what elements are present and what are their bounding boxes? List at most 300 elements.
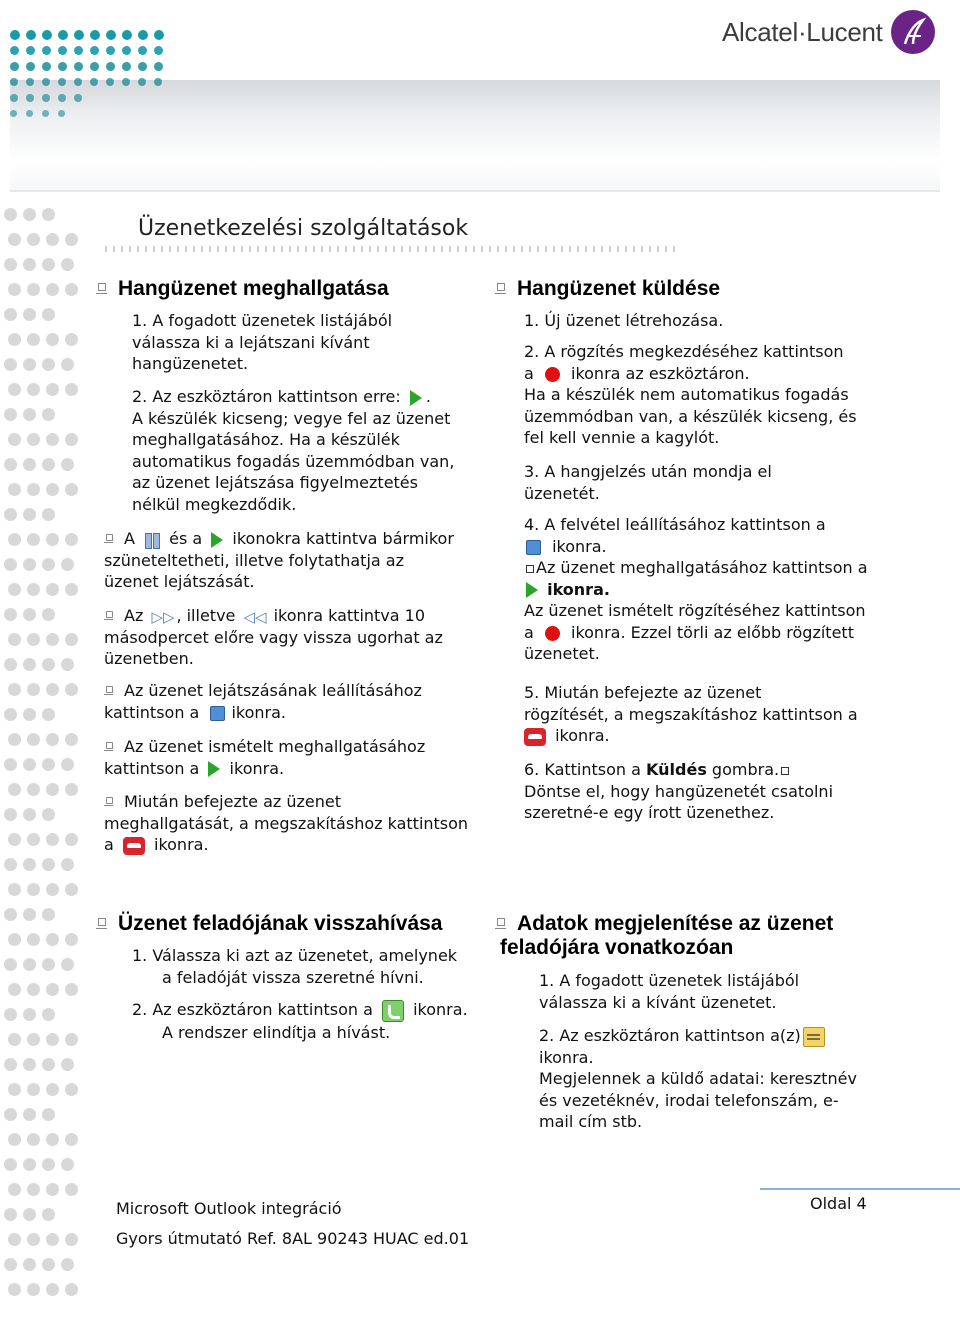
decorative-dot [42, 808, 55, 821]
decorative-dot [4, 758, 17, 771]
bullet-icon [96, 281, 108, 297]
decorative-dot [46, 433, 59, 446]
decorative-dot [65, 883, 78, 896]
text-line: automatikus fogadás üzemmódban van, [132, 451, 455, 471]
decorative-dot [58, 30, 68, 40]
decorative-dot [42, 1258, 55, 1271]
text-line: mail cím stb. [539, 1112, 643, 1131]
rewind-icon: ◁◁ [243, 607, 267, 626]
text-line: válassza ki a kívánt üzenetet. [539, 992, 777, 1012]
decorative-dot [4, 658, 17, 671]
decorative-dot [23, 958, 36, 971]
decorative-dot [42, 658, 55, 671]
text-line: Az üzenet lejátszásának leállításához [124, 681, 422, 700]
decorative-dot [58, 78, 66, 86]
decorative-dot [23, 608, 36, 621]
decorative-dot [65, 1183, 78, 1196]
decorative-dot [46, 583, 59, 596]
decorative-dot [74, 94, 82, 102]
heading-text: Hangüzenet meghallgatása [118, 277, 389, 300]
decorative-dot [65, 583, 78, 596]
decorative-dot-grid [10, 30, 170, 130]
decorative-dot [23, 808, 36, 821]
decorative-dot [26, 46, 35, 55]
decorative-dot [23, 458, 36, 471]
decorative-dot [42, 508, 55, 521]
stop-icon [210, 706, 225, 721]
bullet-icon [104, 610, 114, 624]
page-title: Üzenetkezelési szolgáltatások [138, 216, 469, 241]
decorative-dot [65, 283, 78, 296]
text-line: fel kell vennie a kagylót. [524, 428, 720, 447]
text-line: szeretné-e egy írott üzenethez. [524, 803, 775, 822]
decorative-dot [4, 1208, 17, 1221]
section-heading-sender [495, 912, 833, 960]
decorative-dot [46, 333, 59, 346]
decorative-dot [10, 62, 19, 71]
decorative-dot [42, 758, 55, 771]
page-number: Oldal 4 [810, 1194, 867, 1213]
decorative-dot [4, 1008, 17, 1021]
decorative-dot [8, 1283, 21, 1296]
text-line: Döntse el, hogy hangüzenetét csatolni [524, 781, 834, 801]
text-line: kattintson a [104, 758, 200, 778]
decorative-dot [23, 1008, 36, 1021]
text-line: ikonra. [539, 1047, 594, 1067]
decorative-dot [23, 508, 36, 521]
decorative-dot [90, 62, 99, 71]
send-button-label: Küldés [646, 760, 707, 779]
decorative-dot [65, 1033, 78, 1046]
decorative-dot [8, 633, 21, 646]
decorative-dot [23, 1058, 36, 1071]
decorative-dot [42, 62, 51, 71]
decorative-dot [27, 1083, 40, 1096]
text-line: ikonokra kattintva bármikor [232, 529, 454, 548]
send-step-1 [524, 310, 904, 332]
decorative-dot [106, 46, 115, 55]
decorative-dot [46, 383, 59, 396]
text-line: szüneteltetheti, illetve folytathatja az [104, 550, 404, 570]
text-line: ikonra. [552, 536, 607, 556]
decorative-dot [8, 1133, 21, 1146]
decorative-dot [46, 983, 59, 996]
decorative-dot [46, 233, 59, 246]
bullet-icon [495, 281, 507, 297]
hangup-icon [123, 837, 145, 855]
text-line: a [524, 363, 534, 383]
decorative-dot [154, 78, 162, 86]
sender-card-icon [803, 1027, 825, 1047]
text-line: a [524, 622, 534, 642]
decorative-dot [42, 30, 52, 40]
decorative-side-dots [0, 200, 95, 1317]
decorative-dot [4, 908, 17, 921]
send-step-6 [524, 759, 904, 824]
decorative-dot [4, 1258, 17, 1271]
callback-step-1 [132, 945, 492, 988]
decorative-dot [61, 958, 74, 971]
decorative-dot [42, 858, 55, 871]
decorative-dot [46, 483, 59, 496]
decorative-dot [46, 833, 59, 846]
decorative-dot [8, 733, 21, 746]
decorative-dot [4, 1108, 17, 1121]
listen-bullet-pause [104, 528, 479, 593]
decorative-dot [42, 908, 55, 921]
brand-name: Alcatel·Lucent [722, 16, 883, 47]
decorative-dot [4, 858, 17, 871]
decorative-dot [61, 858, 74, 871]
footer-rule [760, 1188, 960, 1190]
decorative-dot [58, 110, 65, 117]
bullet-icon [104, 796, 114, 810]
decorative-dot [65, 433, 78, 446]
listen-step-2 [132, 386, 477, 515]
decorative-dot [61, 1058, 74, 1071]
decorative-dot [138, 78, 146, 86]
decorative-dot [42, 708, 55, 721]
decorative-dot [23, 258, 36, 271]
decorative-dot [42, 958, 55, 971]
send-step-4 [524, 514, 904, 665]
decorative-dot [8, 983, 21, 996]
text-line: , illetve [176, 606, 236, 625]
play-icon [208, 761, 220, 777]
text-line: gombra. [706, 760, 780, 779]
decorative-dot [8, 1033, 21, 1046]
decorative-dot [4, 958, 17, 971]
decorative-dot [4, 408, 17, 421]
decorative-dot [122, 62, 131, 71]
decorative-dot [8, 883, 21, 896]
decorative-dot [42, 358, 55, 371]
text-line: üzenet lejátszását. [104, 572, 255, 591]
decorative-dot [8, 1083, 21, 1096]
decorative-dot [46, 633, 59, 646]
decorative-dot [46, 1033, 59, 1046]
decorative-dot [23, 658, 36, 671]
decorative-dot [61, 258, 74, 271]
text-line: 2. A rögzítés megkezdéséhez kattintson [524, 342, 844, 361]
text-line: 3. A hangjelzés után mondja el [524, 462, 772, 481]
decorative-dot [27, 633, 40, 646]
text-line: ikonra az eszköztáron. [571, 363, 750, 383]
decorative-dot [46, 1083, 59, 1096]
decorative-dot [90, 30, 100, 40]
decorative-dot [27, 533, 40, 546]
decorative-dot [58, 46, 67, 55]
decorative-dot [106, 78, 114, 86]
decorative-dot [42, 1108, 55, 1121]
title-rule [105, 246, 675, 252]
decorative-dot [42, 308, 55, 321]
decorative-dot [106, 30, 116, 40]
decorative-dot [65, 783, 78, 796]
decorative-dot [42, 1008, 55, 1021]
decorative-dot [46, 683, 59, 696]
decorative-dot [122, 78, 130, 86]
decorative-dot [42, 408, 55, 421]
listen-bullet-skip [104, 605, 479, 670]
text-line: meghallgatását, a megszakításhoz kattintson [104, 813, 469, 833]
decorative-dot [61, 758, 74, 771]
decorative-dot [65, 733, 78, 746]
decorative-dot [26, 94, 34, 102]
decorative-dot [23, 1208, 36, 1221]
decorative-dot [10, 110, 17, 117]
decorative-dot [27, 483, 40, 496]
call-icon [382, 1000, 404, 1022]
heading-text: Adatok megjelenítése az üzenet [517, 912, 834, 935]
decorative-dot [26, 62, 35, 71]
decorative-dot [74, 78, 82, 86]
decorative-dot [58, 62, 67, 71]
decorative-dot [8, 483, 21, 496]
decorative-dot [46, 1183, 59, 1196]
bullet-icon [104, 685, 114, 699]
text-line: 6. Kattintson a [524, 760, 647, 779]
decorative-dot [27, 433, 40, 446]
decorative-dot [23, 558, 36, 571]
text-line: és vezetéknév, irodai telefonszám, e- [539, 1090, 839, 1110]
decorative-dot [42, 1208, 55, 1221]
text-line: A rendszer elindítja a hívást. [162, 1022, 391, 1042]
decorative-dot [8, 933, 21, 946]
text-line: ikonra. [229, 758, 285, 778]
decorative-dot [8, 783, 21, 796]
text-line: üzenetét. [524, 483, 600, 503]
text-line: 5. Miután befejezte az üzenet [524, 683, 762, 702]
decorative-dot [27, 883, 40, 896]
decorative-dot [4, 358, 17, 371]
decorative-dot [61, 658, 74, 671]
decorative-dot [65, 683, 78, 696]
decorative-dot [46, 1133, 59, 1146]
decorative-dot [61, 458, 74, 471]
decorative-dot [46, 1283, 59, 1296]
decorative-dot [8, 533, 21, 546]
decorative-dot [122, 30, 132, 40]
text-line: a [104, 835, 114, 854]
brand-logo-icon [891, 10, 935, 54]
play-icon [526, 582, 538, 598]
decorative-dot [8, 233, 21, 246]
decorative-dot [65, 383, 78, 396]
decorative-dot [138, 62, 147, 71]
text-line: 1. A fogadott üzenetek listájából [539, 971, 800, 990]
decorative-dot [4, 608, 17, 621]
decorative-dot [4, 308, 17, 321]
text-line: ikonra. [231, 702, 286, 722]
decorative-dot [46, 533, 59, 546]
decorative-dot [27, 783, 40, 796]
text-line: Az üzenet ismételt rögzítéséhez kattintson [524, 601, 866, 620]
text-line: hangüzenetet. [132, 354, 249, 373]
play-icon [410, 390, 422, 406]
text-line: ikonra. [154, 835, 209, 854]
text-line: Az üzenet meghallgatásához kattintson a [536, 558, 868, 577]
text-line: Az üzenet ismételt meghallgatásához [124, 737, 426, 756]
decorative-dot [61, 1158, 74, 1171]
decorative-dot [42, 78, 50, 86]
decorative-dot [27, 833, 40, 846]
heading-text: Üzenet feladójának visszahívása [118, 912, 443, 935]
decorative-dot [46, 1233, 59, 1246]
decorative-dot [27, 1233, 40, 1246]
decorative-dot [8, 583, 21, 596]
decorative-dot [23, 408, 36, 421]
decorative-dot [154, 46, 163, 55]
play-icon [211, 532, 223, 548]
send-step-2 [524, 341, 904, 449]
text-line: Ha a készülék nem automatikus fogadás [524, 385, 849, 404]
decorative-dot [65, 1133, 78, 1146]
text-line: nélkül megkezdődik. [132, 494, 297, 514]
text-line: . [425, 387, 431, 406]
decorative-dot [4, 558, 17, 571]
decorative-dot [27, 1183, 40, 1196]
decorative-dot [27, 583, 40, 596]
decorative-dot [122, 46, 131, 55]
text-line: ikonra. [555, 726, 610, 745]
decorative-dot [8, 333, 21, 346]
decorative-dot [23, 908, 36, 921]
text-line: 2. Az eszköztáron kattintson erre: [132, 387, 401, 406]
decorative-dot [8, 833, 21, 846]
brand-logo [722, 6, 935, 58]
forward-icon: ▷▷ [151, 607, 175, 626]
decorative-dot [65, 333, 78, 346]
decorative-dot [42, 458, 55, 471]
decorative-dot [138, 46, 147, 55]
decorative-dot [26, 30, 36, 40]
decorative-dot [10, 94, 18, 102]
decorative-dot [10, 30, 20, 40]
decorative-dot [26, 78, 34, 86]
callback-step-2 [132, 999, 492, 1043]
decorative-dot [42, 1058, 55, 1071]
listen-step-1 [132, 310, 477, 375]
decorative-dot [8, 683, 21, 696]
decorative-dot [42, 1158, 55, 1171]
bullet-icon [96, 916, 108, 932]
decorative-dot [90, 46, 99, 55]
decorative-dot [27, 1283, 40, 1296]
decorative-dot [27, 333, 40, 346]
text-line: ikonra. Ezzel törli az előbb rögzített [571, 622, 854, 642]
footer-reference: Gyors útmutató Ref. 8AL 90243 HUAC ed.01 [116, 1229, 470, 1248]
decorative-dot [65, 633, 78, 646]
decorative-dot [65, 1083, 78, 1096]
decorative-dot [46, 783, 59, 796]
decorative-dot [46, 883, 59, 896]
stop-icon [526, 540, 541, 555]
square-bullet-icon [781, 767, 789, 775]
decorative-dot [65, 933, 78, 946]
decorative-dot [65, 483, 78, 496]
text-line: 2. Az eszköztáron kattintson a [132, 1000, 373, 1019]
decorative-dot [42, 110, 49, 117]
decorative-dot [23, 858, 36, 871]
decorative-dot [74, 30, 84, 40]
bullet-icon [104, 741, 114, 755]
decorative-dot [58, 94, 66, 102]
listen-bullet-stop [104, 680, 479, 723]
text-line: rögzítését, a megszakításhoz kattintson a [524, 704, 858, 724]
text-line: üzemmódban van, a készülék kicseng, és [524, 406, 857, 426]
text-line: és a [169, 529, 203, 548]
decorative-dot [65, 1233, 78, 1246]
sender-step-2 [539, 1025, 899, 1133]
decorative-dot [27, 683, 40, 696]
record-icon [545, 626, 560, 641]
decorative-dot [8, 1183, 21, 1196]
decorative-dot [26, 110, 33, 117]
decorative-dot [23, 358, 36, 371]
decorative-dot [154, 62, 163, 71]
text-line: Megjelennek a küldő adatai: keresztnév [539, 1069, 857, 1088]
bullet-icon [104, 533, 114, 547]
decorative-dot [46, 733, 59, 746]
decorative-dot [27, 233, 40, 246]
decorative-dot [27, 933, 40, 946]
decorative-dot [23, 208, 36, 221]
decorative-dot [4, 708, 17, 721]
pause-icon [144, 533, 160, 547]
decorative-dot [42, 208, 55, 221]
listen-bullet-replay [104, 736, 479, 779]
text-line: Az [124, 606, 144, 625]
decorative-dot [8, 383, 21, 396]
section-heading-callback [96, 912, 443, 936]
text-line: üzenetet. [524, 644, 600, 663]
decorative-dot [138, 30, 148, 40]
decorative-dot [27, 1133, 40, 1146]
decorative-dot [65, 983, 78, 996]
decorative-dot [42, 608, 55, 621]
decorative-dot [61, 358, 74, 371]
record-icon [545, 367, 560, 382]
heading-text: Hangüzenet küldése [517, 277, 721, 300]
section-heading-send [495, 277, 720, 301]
decorative-dot [4, 808, 17, 821]
decorative-dot [23, 708, 36, 721]
decorative-dot [4, 458, 17, 471]
text-line: meghallgatásához. Ha a készülék [132, 430, 400, 449]
decorative-dot [4, 508, 17, 521]
heading-text: feladójára vonatkozóan [500, 936, 734, 959]
decorative-dot [8, 283, 21, 296]
decorative-dot [23, 758, 36, 771]
decorative-dot [10, 78, 18, 86]
square-bullet-icon [526, 565, 534, 573]
decorative-dot [27, 983, 40, 996]
decorative-dot [23, 1108, 36, 1121]
text-line: 1. Új üzenet létrehozása. [524, 311, 724, 330]
decorative-dot [8, 1233, 21, 1246]
text-line: ikonra. [413, 1000, 468, 1019]
text-line: az üzenet lejátszása figyelmeztetés [132, 473, 418, 492]
decorative-dot [27, 1033, 40, 1046]
decorative-dot [74, 46, 83, 55]
text-line: ikonra kattintva 10 [273, 606, 426, 625]
decorative-dot [27, 383, 40, 396]
decorative-dot [90, 78, 98, 86]
decorative-dot [61, 1258, 74, 1271]
decorative-dot [10, 46, 19, 55]
decorative-dot [23, 1258, 36, 1271]
